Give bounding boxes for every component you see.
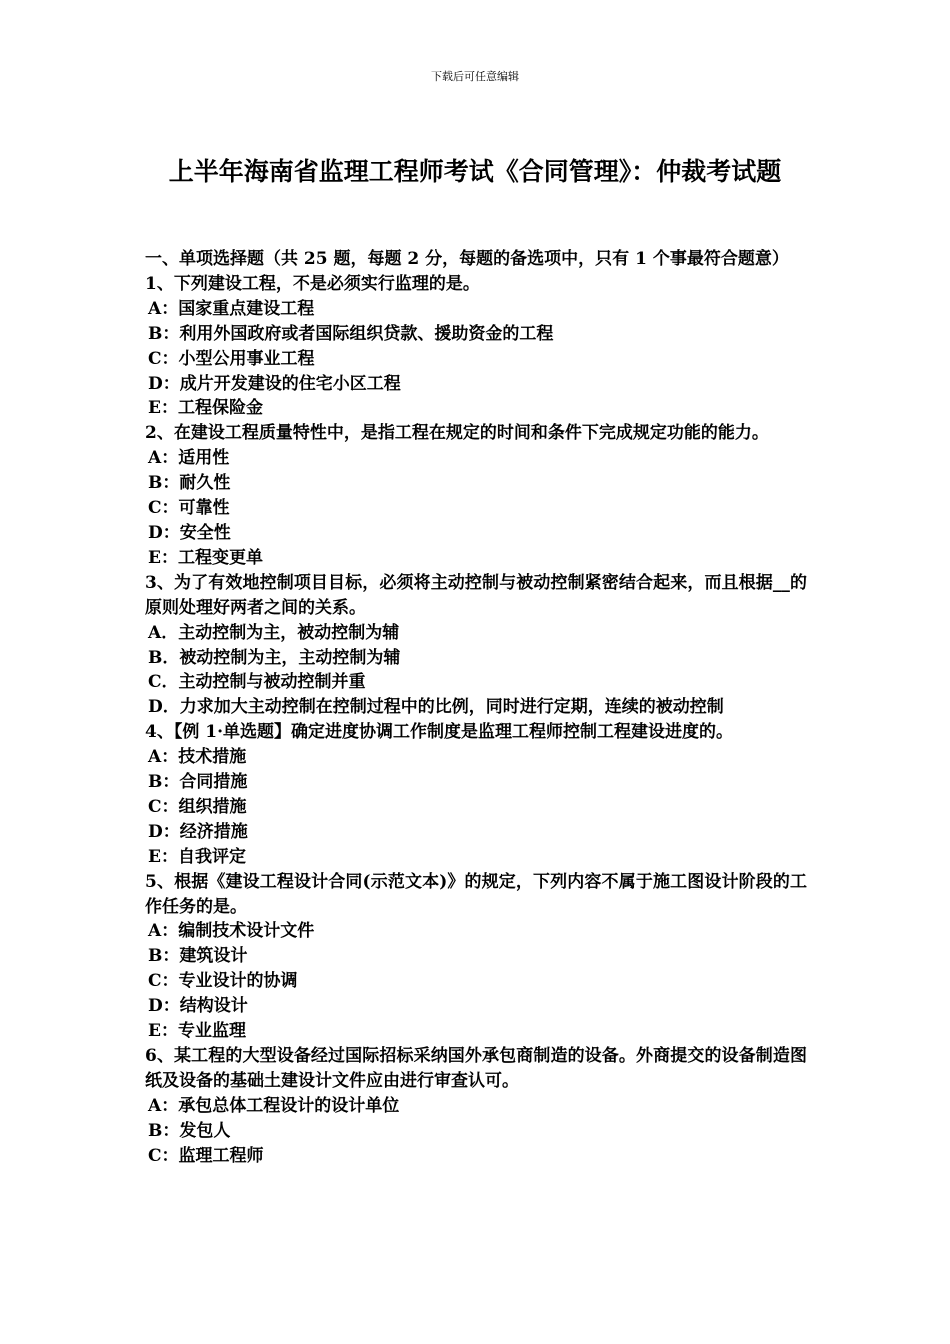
option-d: D：结构设计: [148, 996, 248, 1017]
question-stem: 4、【例 1·单选题】确定进度协调工作制度是监理工程师控制工程建设进度的。: [145, 722, 733, 743]
option-c: C：小型公用事业工程: [148, 348, 315, 369]
option-a: A：国家重点建设工程: [148, 298, 315, 319]
header-note: 下载后可任意编辑: [431, 70, 519, 83]
option-c: C：监理工程师: [148, 1145, 264, 1166]
option-d: D：成片开发建设的住宅小区工程: [148, 373, 401, 394]
option-e: E：工程变更单: [148, 547, 263, 568]
question-stem: 1、下列建设工程，不是必须实行监理的是。: [145, 273, 480, 294]
question-4: [145, 720, 807, 869]
option-e: E：自我评定: [148, 846, 246, 867]
document-title: 上半年海南省监理工程师考试《合同管理》：仲裁考试题: [168, 157, 782, 186]
option-b: B：耐久性: [148, 473, 231, 494]
option-b: B：利用外国政府或者国际组织贷款、援助资金的工程: [148, 323, 554, 344]
question-1: [145, 272, 807, 421]
option-c: C：专业设计的协调: [148, 971, 298, 992]
question-stem: 3、为了有效地控制项目目标，必须将主动控制与被动控制紧密结合起来，而且根据__的原则处理好两者之间的关系。: [145, 572, 807, 618]
option-e: E：专业监理: [148, 1021, 246, 1042]
question-stem: 5、根据《建设工程设计合同(示范文本)》的规定，下列内容不属于施工图设计阶段的工作任务的是。: [145, 871, 807, 917]
question-6: [145, 1044, 807, 1169]
option-d: D．力求加大主动控制在控制过程中的比例，同时进行定期，连续的被动控制: [148, 697, 724, 718]
option-d: D：安全性: [148, 522, 231, 543]
option-a: A：技术措施: [148, 747, 247, 768]
question-3: [145, 571, 807, 720]
option-a: A：适用性: [148, 448, 230, 469]
option-d: D：经济措施: [148, 821, 248, 842]
option-a: A：承包总体工程设计的设计单位: [148, 1095, 400, 1116]
question-stem: 2、在建设工程质量特性中，是指工程在规定的时间和条件下完成规定功能的能力。: [145, 423, 769, 444]
option-c: C．主动控制与被动控制并重: [148, 672, 366, 693]
option-a: A．主动控制为主，被动控制为辅: [148, 622, 400, 643]
section-heading: 一、单项选择题（共 25 题，每题 2 分，每题的备选项中，只有 1 个事最符合题意）: [145, 249, 789, 269]
question-stem: 6、某工程的大型设备经过国际招标采纳国外承包商制造的设备。外商提交的设备制造图纸及设备的基础土建设计文件应由进行审查认可。: [145, 1046, 807, 1091]
option-b: B：合同措施: [148, 772, 248, 793]
option-b: B：发包人: [148, 1120, 231, 1141]
question-2: [145, 421, 807, 570]
option-e: E：工程保险金: [148, 398, 263, 419]
option-c: C：组织措施: [148, 796, 247, 817]
option-b: B．被动控制为主，主动控制为辅: [148, 647, 401, 668]
option-a: A：编制技术设计文件: [148, 921, 315, 942]
document-body: [145, 247, 807, 1169]
question-5: [145, 870, 807, 1044]
option-b: B：建筑设计: [148, 946, 248, 967]
option-c: C：可靠性: [148, 498, 230, 519]
